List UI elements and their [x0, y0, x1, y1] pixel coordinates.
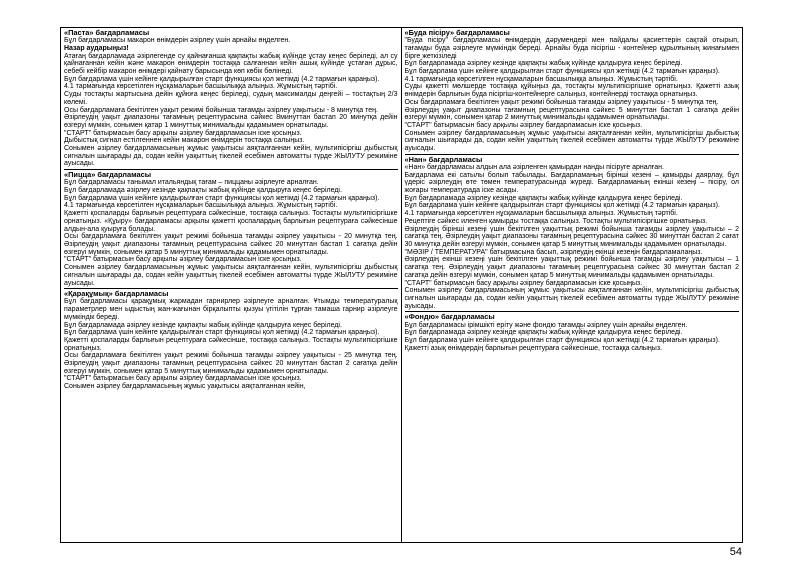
section-paragraph: Осы бағдарламаға бекітілген уақыт режимі бойынша тағамды әзірлеу уақытысы - 5 минутқа тең. — [404, 98, 719, 106]
section-paragraph: Бұл бағдарлама үшін кейінге қалдырылған старт функциясы қол жетімді (4.2 тармағын қараңыз). — [404, 336, 720, 344]
section-paragraph: Бұл бағдарламада әзірлеу кезінде қақпақты жабық күйінде қалдыруға кеңес беріледі. — [404, 60, 683, 68]
section-paragraph: Бұл бағдарламада әзірлеу кезінде қақпақты жабық күйінде қалдыруға кеңес беріледі. — [64, 321, 342, 329]
section-paragraph: "СТАРТ" батырмасын басу арқылы әзірлеу бағдарламасын іске қосыңыз. — [64, 129, 302, 137]
section-paragraph: Бұл бағдарлама үшін кейінге қалдырылған старт функциясы қол жетімді (4.2 тармағын қараңыз). — [404, 68, 720, 76]
section-paragraph: Бұл бағдарлама үшін кейінге қалдырылған старт функциясы қол жетімді (4.2 тармағын қараңыз). — [64, 194, 380, 202]
section-paragraph: Бұл бағдарламасы макарон өнімдерін әзірлеу үшін арнайы өңделген. — [64, 37, 291, 45]
section-title: «Буда пісіру» бағдарламасы — [404, 28, 510, 37]
section-paragraph: Қажетті қоспаларды барлығын рецептураға сәйкесінше, тостаққа салыңыз. Тостақты мультипісіргішке орнатыңыз. «Құыру» бағдарламасы арқылы қажетті қоспалардың барлығын рецептураға сәйкесінше алдын-ала қуыруға болады. — [64, 210, 398, 233]
section-paragraph: Суды тостақты жартысына дейін құйюға кеңес беріледі, судың максималды деңгейі – тостақтың 2/3 көлемі. — [64, 91, 398, 106]
page-number: 54 — [729, 546, 742, 558]
section-paragraph: "Буда пісіру" бағдарламасы өнімдердің дәрумендері мен пайдалы қасиеттерін сақтай отырып, тағамды буда әзірлеуге мүмкіндік береді. Арнайы буда пісіргіш - контейнер құрылғының жинағымен бірге жеткізіледі — [404, 37, 739, 60]
section-title: «Пицца» бағдарламасы — [64, 170, 152, 180]
program-section — [64, 289, 398, 392]
section-paragraph: «Нан» бағдарламасы алдын ала әзірленген қамырдан нанды пісіруге арналған. — [404, 163, 664, 171]
section-paragraph: 4.1 тармағында көрсетілген нұсқамаларын басшылыққа алыңыз. Жұмыстың тәртібі. — [404, 210, 678, 218]
section-title: «Қарақұмық» бағдарламасы — [64, 289, 169, 299]
program-section — [405, 28, 740, 155]
section-paragraph: Сонымен әзірлеу бағдарламасының жұмыс уақытысы аяқталғаннан кейін, — [64, 383, 306, 391]
program-section — [64, 28, 398, 170]
section-paragraph: Қажетті қоспаларды барлығын рецептураға сәйкесінше, тостаққа салыңыз. Тостақты мультипісіргішке орнатыңыз. — [64, 336, 398, 352]
section-paragraph: Бұл бағдарлама үшін кейінге қалдырылған старт функциясы қол жетімді (4.2 тармағын қараңыз). — [64, 75, 380, 83]
section-paragraph: Әзірлеудің екінші кезеңі үшін бекітілген уақыттық режимі бойынша тағамды әзірлеу уақытысы – 1 сағатқа тең. Әзірлеудің уақыт диапазоны тағамның рецептурасына сәйкес 30 минуттан бастап 2 сағатқа дейін өзгеруі мүмкін, сонымен қатар 5 минуттық минимальды қадамымен орнатылады. — [404, 256, 739, 279]
program-section — [405, 155, 740, 313]
section-paragraph: Сонымен әзірлеу бағдарламасының жұмыс уақытысы аяқталғаннан кейін, мультипісіргіш дыбыстық сигналын шығарады да, содан кейін уақыттың тікелей есебімен автоматты түрде ЖЫЛУТУ режиміне ауысады. — [64, 264, 398, 287]
section-paragraph: Суды қажетті мөлшерде тостаққа құйыңыз да, тостақты мультипісіргішке орнатыңыз. Қажетті азық өнімдерін барлығын буда пісіргіш-контейнерге салыңыз, контейнерді тостаққа орнатыңыз. — [404, 83, 739, 99]
section-paragraph: Бұл бағдарлама үшін кейінге қалдырылған старт функциясы қол жетімді (4.2 тармағын қараңыз). — [64, 329, 380, 337]
right-column — [402, 28, 743, 542]
section-paragraph: 4.1 тармағында көрсетілген нұсқамаларын басшылыққа алыңыз. Жұмыстың тәртібі. — [64, 83, 338, 91]
section-paragraph: Бұл бағдарламада әзірлеу кезінде қақпақты жабық күйінде қалдыруға кеңес беріледі. — [404, 194, 683, 202]
program-section — [405, 312, 740, 353]
section-title: «Нан» бағдарламасы — [404, 154, 483, 164]
section-paragraph: 4.1 тармағында көрсетілген нұсқамаларын басшылыққа алыңыз. Жұмыстың тәртібі. — [64, 202, 338, 210]
section-paragraph: Сонымен әзірлеу бағдарламасының жұмыс уақытысы аяқталғаннан кейін, мультипісіргіш дыбыстық сигналын шығарады да, содан кейін уақыттың тікелей есебімен автоматты түрде ЖЫЛУТУ режиміне ауысады. — [404, 129, 739, 153]
section-paragraph: Атағаң бағдарламада әзірлегенде су қайнағанша қақпақты жабық күйінде ұстау кеңес беріледі, ал су қайнағаннан кейін және макарон өнімдерін тостаққа салғаннан кейін ашық күйінде ұстаған дұрыс, себебі кейбір макарон өнімдері қайнату барысында көп көбік бөлінеді. — [64, 52, 398, 76]
section-paragraph: Рецептіге сәйкес иленген қамырды тостаққа салыңыз. Тостақты мультипісіргішке орнатыңыз. — [404, 217, 708, 225]
section-paragraph: Бұл бағдарлама үшін кейінге қалдырылған старт функциясы қол жетімді (4.2 тармағын қараңыз). — [404, 202, 720, 210]
section-paragraph: Бұл бағдарламада әзірлеу кезінде қақпақты жабық күйінде қалдыруға кеңес беріледі. — [64, 187, 342, 195]
section-paragraph: "СТАРТ" батырмасын басу арқылы әзірлеу бағдарламасын іске қосыңыз. — [404, 279, 643, 287]
section-paragraph: Бағдарлама екі сатылы болып табылады. Бағдарламаның бірінші кезені – қамырды даярлау, бұл үдеріс әзірлеудің өте төмен температурасында жүреді. Бағдарламаның екінші кезеңі – пісіру, ол жоғары температурада іске асады. — [404, 171, 739, 195]
program-section — [64, 170, 398, 289]
section-paragraph: Әзірлеудің уақыт диапазоны тағамның рецептурасына сәйкес 5 минуттан бастап 1 сағатқа дейін өзгеруі мүмкін, сонымен қатар 2 минуттық минимальды қадамымен орнатылады. — [404, 106, 739, 122]
section-paragraph: "СТАРТ" батырмасын басу арқылы әзірлеу бағдарламасын іске қосыңыз. — [64, 375, 302, 383]
section-paragraph: 4.1 тармағында көрсетілген нұсқамаларын басшылыққа алыңыз. Жұмыстың тәртібі. — [404, 75, 678, 83]
section-paragraph: Бұл бағдарламасы ірімшікті еріту және фондю тағамды әзірлеу үшін арнайы өңделген. — [404, 321, 688, 329]
section-paragraph: Осы бағдарламаға бекітілген уақыт режимі бойынша тағамды әзірлеу уақытысы - 20 минутқа тең. Әзірлеудің уақыт диапазоны тағамның рецептурасына сәйкес 20 минуттан бастап 1 сағатқа дейін өзгеруі мүмкін, сонымен қатар 5 минуттық минимальды қадамымен орнатылады. — [64, 233, 398, 256]
left-column — [61, 28, 402, 542]
section-paragraph: Сонымен әзірлеу бағдарламасының жұмыс уақытысы аяқталғаннан кейін, мультипісіргіш дыбыстық сигналын шығарады да, содан кейін уақыттың тікелей есебімен автоматты түрде ЖЫЛУТУ режиміне ауысады. — [404, 287, 739, 310]
section-paragraph: Дыбыстық сигнал естілгеннен кейін макарон өнімдерін тостаққа салыңыз. — [64, 137, 305, 145]
manual-page — [60, 27, 743, 543]
section-paragraph: "СТАРТ" батырмасын басу арқылы әзірлеу бағдарламасын іске қосыңыз. — [64, 256, 302, 264]
section-paragraph: Осы бағдарламаға бекітілген уақыт режимі бойынша тағамды әзірлеу уақытысы - 25 минутқа тең. Әзірлеудің уақыт диапазоны тағамның рецептурасына сәйкес 20 минуттан бастап 2 сағатқа дейін өзгеруі мүмкін, сонымен қатар 5 минуттық минимальды қадамымен орнатылады. — [64, 352, 398, 375]
section-paragraph: "СТАРТ" батырмасын басу арқылы әзірлеу бағдарламасын іске қосыңыз. — [404, 121, 643, 129]
section-paragraph: Әзірлеудің бірінші кезеңі үшін бекітілген уақыттық режимі бойынша тағамды әзірлеу уақытысы – 2 сағатқа тең. Әзірлеудің уақыт диапазоны тағамның рецептурасына сәйкес 30 минуттан бастап 2 сағат 30 минутқа дейін өзгеруі мүмкін, сонымен қатар 5 минуттық минимальды қадамымен орнатылады. — [404, 225, 739, 248]
section-paragraph: Бұл бағдарламасы қарақұмық жармадан гарнирлер әзірлеуге арналған. Ұтымды температуралық параметрлер мен ыдыстың жан-жағынан бірқалыпты қызуы үгітілін тұрған тамаша гарнир әзірлеуге мүмкіндік береді. — [64, 298, 398, 321]
section-title: «Паста» бағдарламасы — [64, 28, 150, 37]
section-paragraph: Әзірлеудің уақыт диапазоны тағамның рецептурасына сәйкес 8минуттан бастап 20 минутқа дейін өзгеруі мүмкін, сонымен қатар 1 минуттық минимальды қадамымен орнатылады. — [64, 114, 398, 129]
section-paragraph: Қажетті азық өнімдердің барлығын рецептураға сәйкесінше, тостаққа салыңыз. — [404, 344, 662, 352]
section-paragraph: Осы бағдарламаға бекітілген уақыт режимі бойынша тағамды әзірлеу уақытысы - 8 минутқа тең. — [64, 106, 378, 114]
section-paragraph: Сонымен әзірлеу бағдарламасының жұмыс уақытысы аяқталғаннан кейін, мультипісіргіш дыбыстық сигналын шығарады да, содан кейін уақыттың тікелей есебімен автоматты түрде ЖЫЛУТУ режиміне ауысады. — [64, 145, 398, 168]
section-paragraph: Назар аударыңыз! — [64, 44, 129, 52]
section-paragraph: Бұл бағдарламасы танымал итальяндық тағам – пиццаны әзірлеуге арналған. — [64, 179, 319, 187]
section-title: «Фондю» бағдарламасы — [404, 312, 495, 322]
section-paragraph: "МӘЗІР / ТЕМПЕРАТУРА" батырмасына басып, әзірлеудің екінші кезеңін бағдарламалаңыз. — [404, 248, 703, 256]
section-paragraph: Бұл бағдарламада әзірлеу кезінде қақпақты жабық күйінде қалдыруға кеңес беріледі. — [404, 329, 683, 337]
